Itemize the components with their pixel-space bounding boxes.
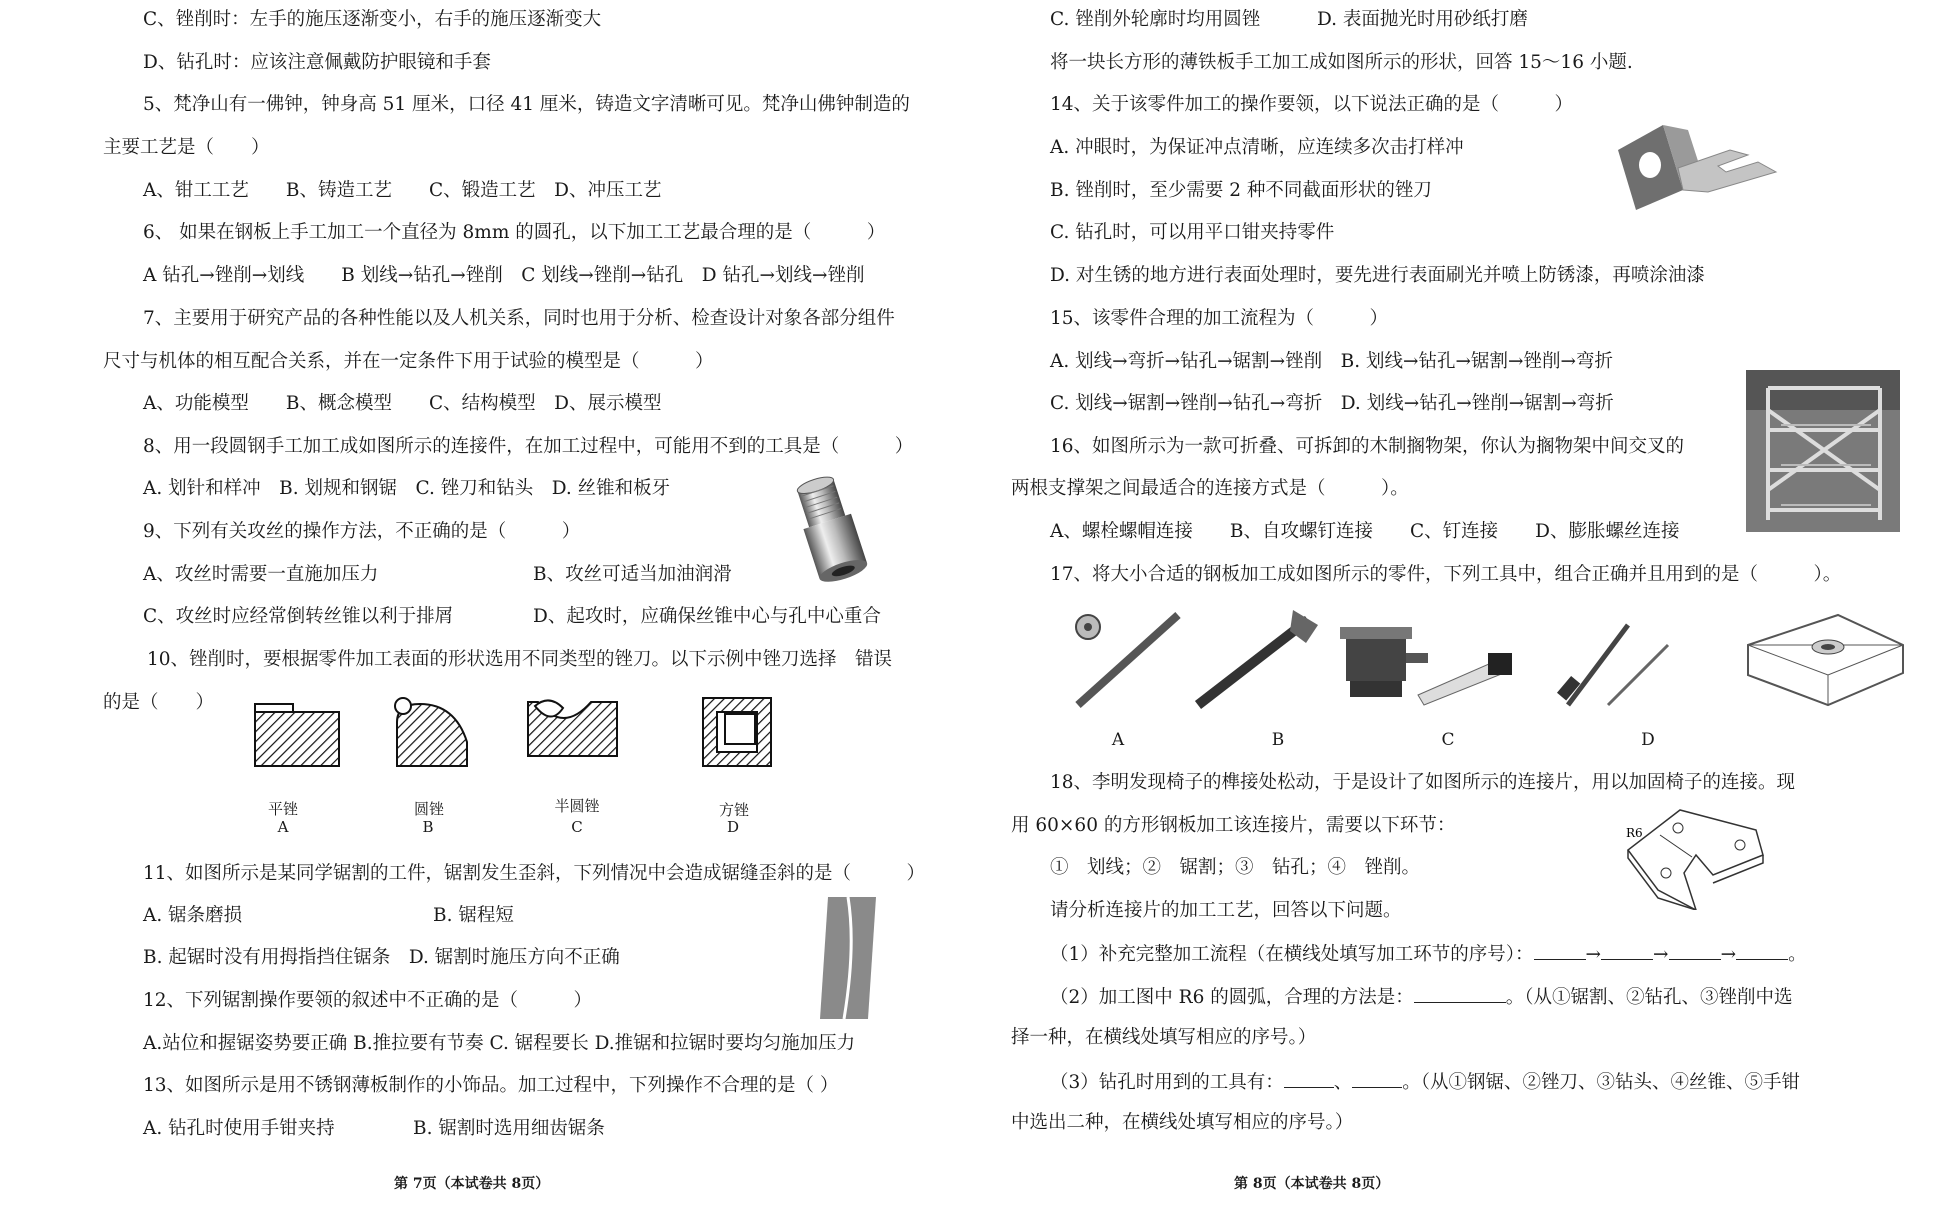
- q18-part3-cont: 中选出二种，在横线处填写相应的序号。）: [1011, 1112, 1354, 1133]
- q17-stem: 17、将大小合适的钢板加工成如图所示的零件，下列工具中，组合正确并且用到的是（ ）。: [1050, 564, 1842, 585]
- q16-stem: 16、如图所示为一款可折叠、可拆卸的木制搁物架，你认为搁物架中间交叉的: [1050, 436, 1685, 457]
- square-file-icon: [725, 714, 755, 744]
- q18-part3-text-cont: 。（从①钢锯、②锉刀、③钻头、④丝锥、⑤手钳: [1402, 1072, 1801, 1093]
- adjustable-wrench-icon: [1198, 610, 1318, 705]
- file-letter-c: C: [571, 818, 583, 836]
- q6-stem: 6、 如果在钢板上手工加工一个直径为 8mm 的圆孔，以下加工工艺最合理的是（ ）: [143, 222, 886, 243]
- answer-blank-4[interactable]: [1736, 941, 1788, 960]
- q7-stem: 7、主要用于研究产品的各种性能以及人机关系，同时也用于分析、检查设计对象各部分组件: [143, 308, 895, 329]
- q13-option-d: D. 表面抛光时用砂纸打磨: [1317, 9, 1528, 30]
- q18-part1-text: （1）补充完整加工流程（在横线处填写加工环节的序号）：: [1050, 944, 1534, 965]
- answer-blank-tool-2[interactable]: [1352, 1069, 1402, 1088]
- page-7: [0, 0, 968, 1205]
- q6-options: A 钻孔→锉削→划线 B 划线→钻孔→锉削 C 划线→锉削→钻孔 D 钻孔→划线→锉削: [143, 265, 865, 286]
- bent-plate-figure: [1608, 120, 1778, 212]
- round-file-icon: [395, 698, 411, 714]
- q9-option-c: C、攻丝时应经常倒转丝锥以利于排屑: [143, 606, 454, 627]
- q9-option-d: D、起攻时，应确保丝锥中心与孔中心重合: [533, 606, 881, 627]
- q16-options: A、螺栓螺帽连接 B、自攻螺钉连接 C、钉连接 D、膨胀螺丝连接: [1050, 521, 1680, 542]
- die-holder-icon: [1076, 615, 1178, 705]
- q18-part1: （1）补充完整加工流程（在横线处填写加工环节的序号）： → → → 。: [1050, 941, 1807, 967]
- q18-stem-cont: 用 60×60 的方形钢板加工该连接片，需要以下环节：: [1011, 815, 1456, 836]
- file-label-d: 方锉: [718, 801, 749, 819]
- q15-options-cd: C. 划线→锯割→锉削→钻孔→弯折 D. 划线→钻孔→锉削→锯割→弯折: [1050, 393, 1614, 414]
- connecting-plate-figure: [1618, 795, 1768, 910]
- page-footer-right: 第 8页（本试卷共 8页）: [1234, 1176, 1390, 1192]
- q18-stem: 18、李明发现椅子的榫接处松动，于是设计了如图所示的连接片，用以加固椅子的连接。现: [1050, 772, 1796, 793]
- file-label-c: 半圆锉: [554, 797, 600, 815]
- q9-stem: 9、下列有关攻丝的操作方法，不正确的是（ ）: [143, 521, 581, 542]
- q14-16-intro: 将一块长方形的薄铁板手工加工成如图所示的形状，回答 15～16 小题.: [1050, 52, 1633, 73]
- tool-letter-b: B: [1271, 730, 1285, 750]
- file-label-b: 圆锉: [413, 800, 444, 818]
- answer-blank-1[interactable]: [1534, 941, 1586, 960]
- tool-letter-a: A: [1111, 730, 1125, 750]
- tool-letter-d: D: [1641, 730, 1655, 750]
- answer-blank-3[interactable]: [1669, 941, 1721, 960]
- file-letter-a: A: [277, 818, 289, 836]
- q13-option-b: B. 锯割时选用细齿锯条: [413, 1118, 605, 1139]
- q18-part2-cont: 择一种，在横线处填写相应的序号。）: [1011, 1027, 1317, 1048]
- tool-letter-c: C: [1441, 730, 1455, 750]
- q12-options: A.站位和握锯姿势要正确 B.推拉要有节奏 C. 锯程要长 D.推锯和拉锯时要均匀施加压力: [143, 1033, 856, 1054]
- q18-part2-text-cont: 。（从①锯割、②钻孔、③锉削中选: [1505, 987, 1793, 1008]
- q15-stem: 15、该零件合理的加工流程为（ ）: [1050, 308, 1389, 329]
- q10-stem: 10、锉削时，要根据零件加工表面的形状选用不同类型的锉刀。以下示例中锉刀选择 错误: [147, 649, 893, 670]
- q18-part3-text: （3）钻孔时用到的工具有：: [1050, 1072, 1284, 1093]
- q13-option-a: A. 钻孔时使用手钳夹持: [143, 1118, 335, 1139]
- q14-option-d: D. 对生锈的地方进行表面处理时，要先进行表面刷光并喷上防锈漆，再喷涂油漆: [1050, 265, 1705, 286]
- q13-stem: 13、如图所示是用不锈钢薄板制作的小饰品。加工过程中，下列操作不合理的是（ ）: [143, 1075, 839, 1096]
- q13-option-c: C. 锉削外轮廓时均用圆锉: [1050, 9, 1261, 30]
- q5-stem-cont: 主要工艺是（ ）: [103, 137, 270, 158]
- q11-options-cd: B. 起锯时没有用拇指挡住锯条 D. 锯割时施压方向不正确: [143, 947, 620, 968]
- q14-stem: 14、关于该零件加工的操作要领，以下说法正确的是（ ）: [1050, 94, 1574, 115]
- target-part-icon: [1748, 615, 1903, 705]
- file-cross-sections-figure: [245, 692, 785, 774]
- q4-option-d: D、钻孔时：应该注意佩戴防护眼镜和手套: [143, 52, 491, 73]
- hammer-and-punch-icon: [1557, 625, 1668, 705]
- q8-options: A. 划针和样冲 B. 划规和钢锯 C. 锉刀和钻头 D. 丝锥和板牙: [143, 478, 671, 499]
- q11-stem: 11、如图所示是某同学锯割的工件，锯割发生歪斜，下列情况中会造成锯缝歪斜的是（ ）: [143, 863, 926, 884]
- q16-stem-cont: 两根支撑架之间最适合的连接方式是（ ）。: [1011, 478, 1409, 499]
- answer-blank-r6[interactable]: [1414, 984, 1506, 1003]
- q18-part3: （3）钻孔时用到的工具有： 、 。（从①钢锯、②锉刀、③钻头、④丝锥、⑤手钳: [1050, 1069, 1800, 1095]
- q9-option-a: A、攻丝时需要一直施加压力: [143, 564, 379, 585]
- q4-option-c: C、锉削时：左手的施压逐渐变小，右手的施压逐渐变大: [143, 9, 602, 30]
- page-footer-left: 第 7页（本试卷共 8页）: [394, 1176, 550, 1192]
- q18-steps: ① 划线；② 锯割；③ 钻孔；④ 锉削。: [1050, 857, 1421, 878]
- q5-stem: 5、梵净山有一佛钟，钟身高 51 厘米，口径 41 厘米，铸造文字清晰可见。梵净山佛钟制造的: [143, 94, 910, 115]
- q5-options: A、钳工工艺 B、铸造工艺 C、锻造工艺 D、冲压工艺: [143, 180, 662, 201]
- q14-option-a: A. 冲眼时，为保证冲点清晰，应连续多次击打样冲: [1050, 137, 1464, 158]
- folding-shelf-figure: [1746, 370, 1900, 532]
- connector-figure: [783, 475, 878, 585]
- sawn-workpiece-figure: [820, 897, 876, 1019]
- q14-option-c: C. 钻孔时，可以用平口钳夹持零件: [1050, 222, 1335, 243]
- q10-stem-cont: 的是（ ）: [103, 692, 215, 713]
- page-8: [968, 0, 1936, 1205]
- file-letter-d: D: [726, 818, 740, 836]
- q15-options-ab: A. 划线→弯折→钻孔→锯割→锉削 B. 划线→钻孔→锯割→锉削→弯折: [1050, 351, 1613, 372]
- vise-and-hacksaw-icon: [1340, 627, 1512, 705]
- tools-figure: [1068, 605, 1908, 715]
- q14-option-b: B. 锉削时，至少需要 2 种不同截面形状的锉刀: [1050, 180, 1432, 201]
- q11-option-b: B. 锯程短: [433, 905, 514, 926]
- q18-part2-text: （2）加工图中 R6 的圆弧，合理的方法是：: [1050, 987, 1414, 1008]
- r6-label: R6: [1626, 826, 1643, 840]
- q7-stem-cont: 尺寸与机体的相互配合关系，并在一定条件下用于试验的模型是（ ）: [103, 351, 714, 372]
- file-label-a: 平锉: [267, 800, 298, 818]
- q11-option-a: A. 锯条磨损: [143, 905, 243, 926]
- q8-stem: 8、用一段圆钢手工加工成如图所示的连接件，在加工过程中，可能用不到的工具是（ ）: [143, 436, 914, 457]
- answer-blank-2[interactable]: [1601, 941, 1653, 960]
- q18-instruction: 请分析连接片的加工工艺，回答以下问题。: [1050, 900, 1402, 921]
- q9-option-b: B、攻丝可适当加油润滑: [533, 564, 732, 585]
- answer-blank-tool-1[interactable]: [1284, 1069, 1334, 1088]
- q12-stem: 12、下列锯割操作要领的叙述中不正确的是（ ）: [143, 990, 593, 1011]
- file-letter-b: B: [422, 818, 434, 836]
- flat-file-icon: [255, 704, 293, 712]
- q7-options: A、功能模型 B、概念模型 C、结构模型 D、展示模型: [143, 393, 662, 414]
- q18-part2: [1050, 984, 1793, 1010]
